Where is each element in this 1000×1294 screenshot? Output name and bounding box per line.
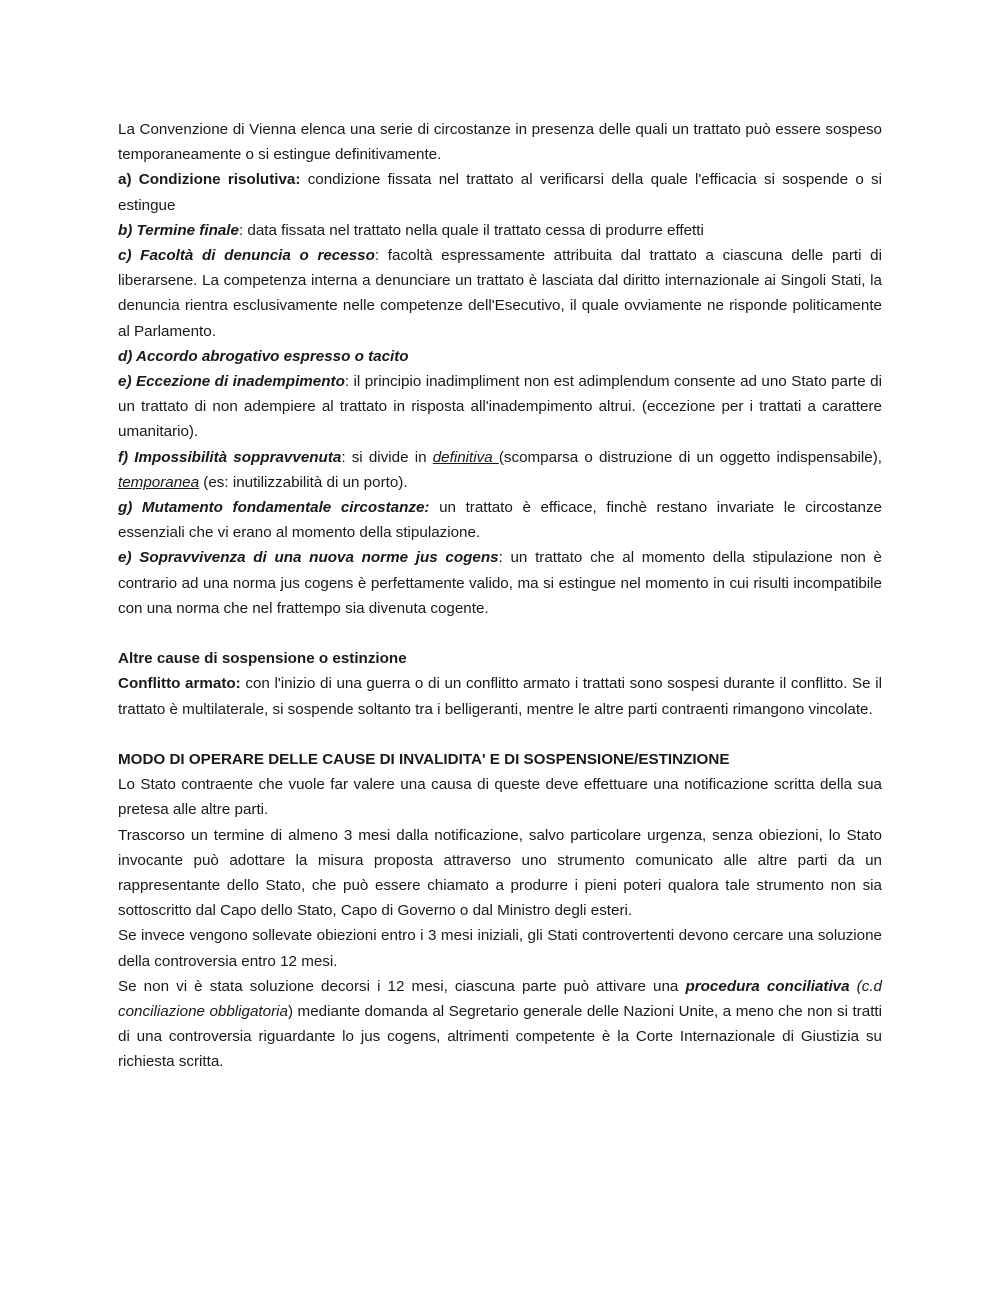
spacer: [118, 621, 882, 646]
item-e2-label: e) Sopravvivenza di una nuova norme jus cogens: [118, 549, 499, 567]
modo-paragraph-4: [118, 974, 882, 1075]
item-d: [118, 344, 882, 369]
item-e2-text: : un trattato che al momento della stipulazione non è contrario ad una norma jus cogens è perfettamente valido, ma si estingue nel momento in cui risulti incompatibile con una norma che nel frattempo sia divenuta cogente.: [118, 549, 882, 617]
item-f-label: f) Impossibilità soppravvenuta: [118, 448, 342, 466]
modo-p4-text-d: ) mediante domanda al Segretario generale delle Nazioni Unite, a meno che non si tratti di una controversia riguardante lo jus cogens, altrimenti competente è la Corte Internazionale di Giustizia su richiesta scritta.: [118, 1003, 883, 1071]
item-e-label: e) Eccezione di inadempimento: [118, 373, 345, 391]
item-g-label: g) Mutamento fondamentale circostanze:: [118, 499, 430, 517]
other-causes-paragraph: [118, 671, 882, 721]
modo-paragraph-1: Lo Stato contraente che vuole far valere una causa di queste deve effettuare una notificazione scritta della sua pretesa alle altre parti.: [118, 776, 882, 819]
spacer: [118, 722, 882, 747]
item-e2: [118, 545, 882, 621]
modo-paragraph-3: Se invece vengono sollevate obiezioni entro i 3 mesi iniziali, gli Stati controvertenti devono cercare una soluzione della controversia entro 12 mesi.: [118, 927, 882, 970]
item-b-label: b) Termine finale: [118, 221, 239, 239]
item-b-text: : data fissata nel trattato nella quale il trattato cessa di produrre effetti: [238, 221, 704, 239]
item-e: [118, 369, 882, 445]
item-f: [118, 445, 882, 495]
item-c: [118, 243, 882, 344]
conflitto-armato-label: Conflitto armato:: [118, 675, 241, 693]
item-f-term-definitiva: definitiva: [432, 448, 499, 466]
item-f-term-temporanea: temporanea: [118, 473, 200, 491]
item-f-text-3: (es: inutilizzabilità di un porto).: [199, 473, 408, 491]
item-d-label: d) Accordo abrogativo espresso o tacito: [118, 347, 409, 365]
modo-p4-procedura: procedura conciliativa: [685, 977, 850, 995]
item-a: [118, 167, 882, 217]
modo-heading: MODO DI OPERARE DELLE CAUSE DI INVALIDITA' E DI SOSPENSIONE/ESTINZIONE: [118, 751, 730, 769]
item-g: [118, 495, 882, 545]
modo-p4-text-a: Se non vi è stata soluzione decorsi i 12 mesi, ciascuna parte può attivare una: [118, 977, 686, 995]
modo-paragraph-2: Trascorso un termine di almeno 3 mesi dalla notificazione, salvo particolare urgenza, senza obiezioni, lo Stato invocante può adottare la misura proposta attraverso uno strumento comunicato alle altre parti da un rappresentante dello Stato, che può essere chiamato a produrre i pieni poteri qualora tale strumento non sia sottoscritto dal Capo dello Stato, Capo di Governo o dal Ministro degli esteri.: [118, 826, 882, 920]
item-c-label: c) Facoltà di denuncia o recesso: [118, 247, 375, 265]
item-g-text: un trattato è efficace, finchè restano invariate le circostanze essenziali che vi erano al momento della stipulazione.: [118, 499, 882, 542]
other-causes-heading: Altre cause di sospensione o estinzione: [118, 650, 407, 668]
item-e-text: : il principio inadimpliment non est adimplendum consente ad uno Stato parte di un trattato di non adempiere al trattato in risposta all'inadempimento altrui. (eccezione per i trattati a carattere umanitario).: [118, 373, 882, 441]
modo-p4-conciliazione: (c.d conciliazione obbligatoria: [118, 977, 882, 1021]
item-c-text: : facoltà espressamente attribuita dal trattato a ciascuna delle parti di liberarsene. La competenza interna a denunciare un trattato è lasciata dal diritto internazionale ai Singoli Stati, la denuncia rientra esclusivamente nelle competenze dell'Esecutivo, il quale ovviamente ne risponde politicamente al Parlamento.: [118, 247, 882, 340]
conflitto-armato-text: con l'inizio di una guerra o di un conflitto armato i trattati sono sospesi durante il conflitto. Se il trattato è multilaterale, si sospende soltanto tra i belligeranti, mentre le altre parti contraenti rimangono vincolate.: [118, 675, 882, 718]
item-a-label: a) Condizione risolutiva:: [118, 171, 301, 189]
intro-paragraph: La Convenzione di Vienna elenca una serie di circostanze in presenza delle quali un trattato può essere sospeso temporaneamente o si estingue definitivamente.: [118, 121, 882, 164]
item-a-text: condizione fissata nel trattato al verificarsi della quale l'efficacia si sospende o si estingue: [118, 171, 882, 214]
document-page: [118, 117, 882, 1075]
item-f-text-1: : si divide in: [341, 448, 433, 466]
item-b: [118, 218, 882, 243]
item-f-text-2: (scomparsa o distruzione di un oggetto indispensabile),: [498, 448, 882, 466]
